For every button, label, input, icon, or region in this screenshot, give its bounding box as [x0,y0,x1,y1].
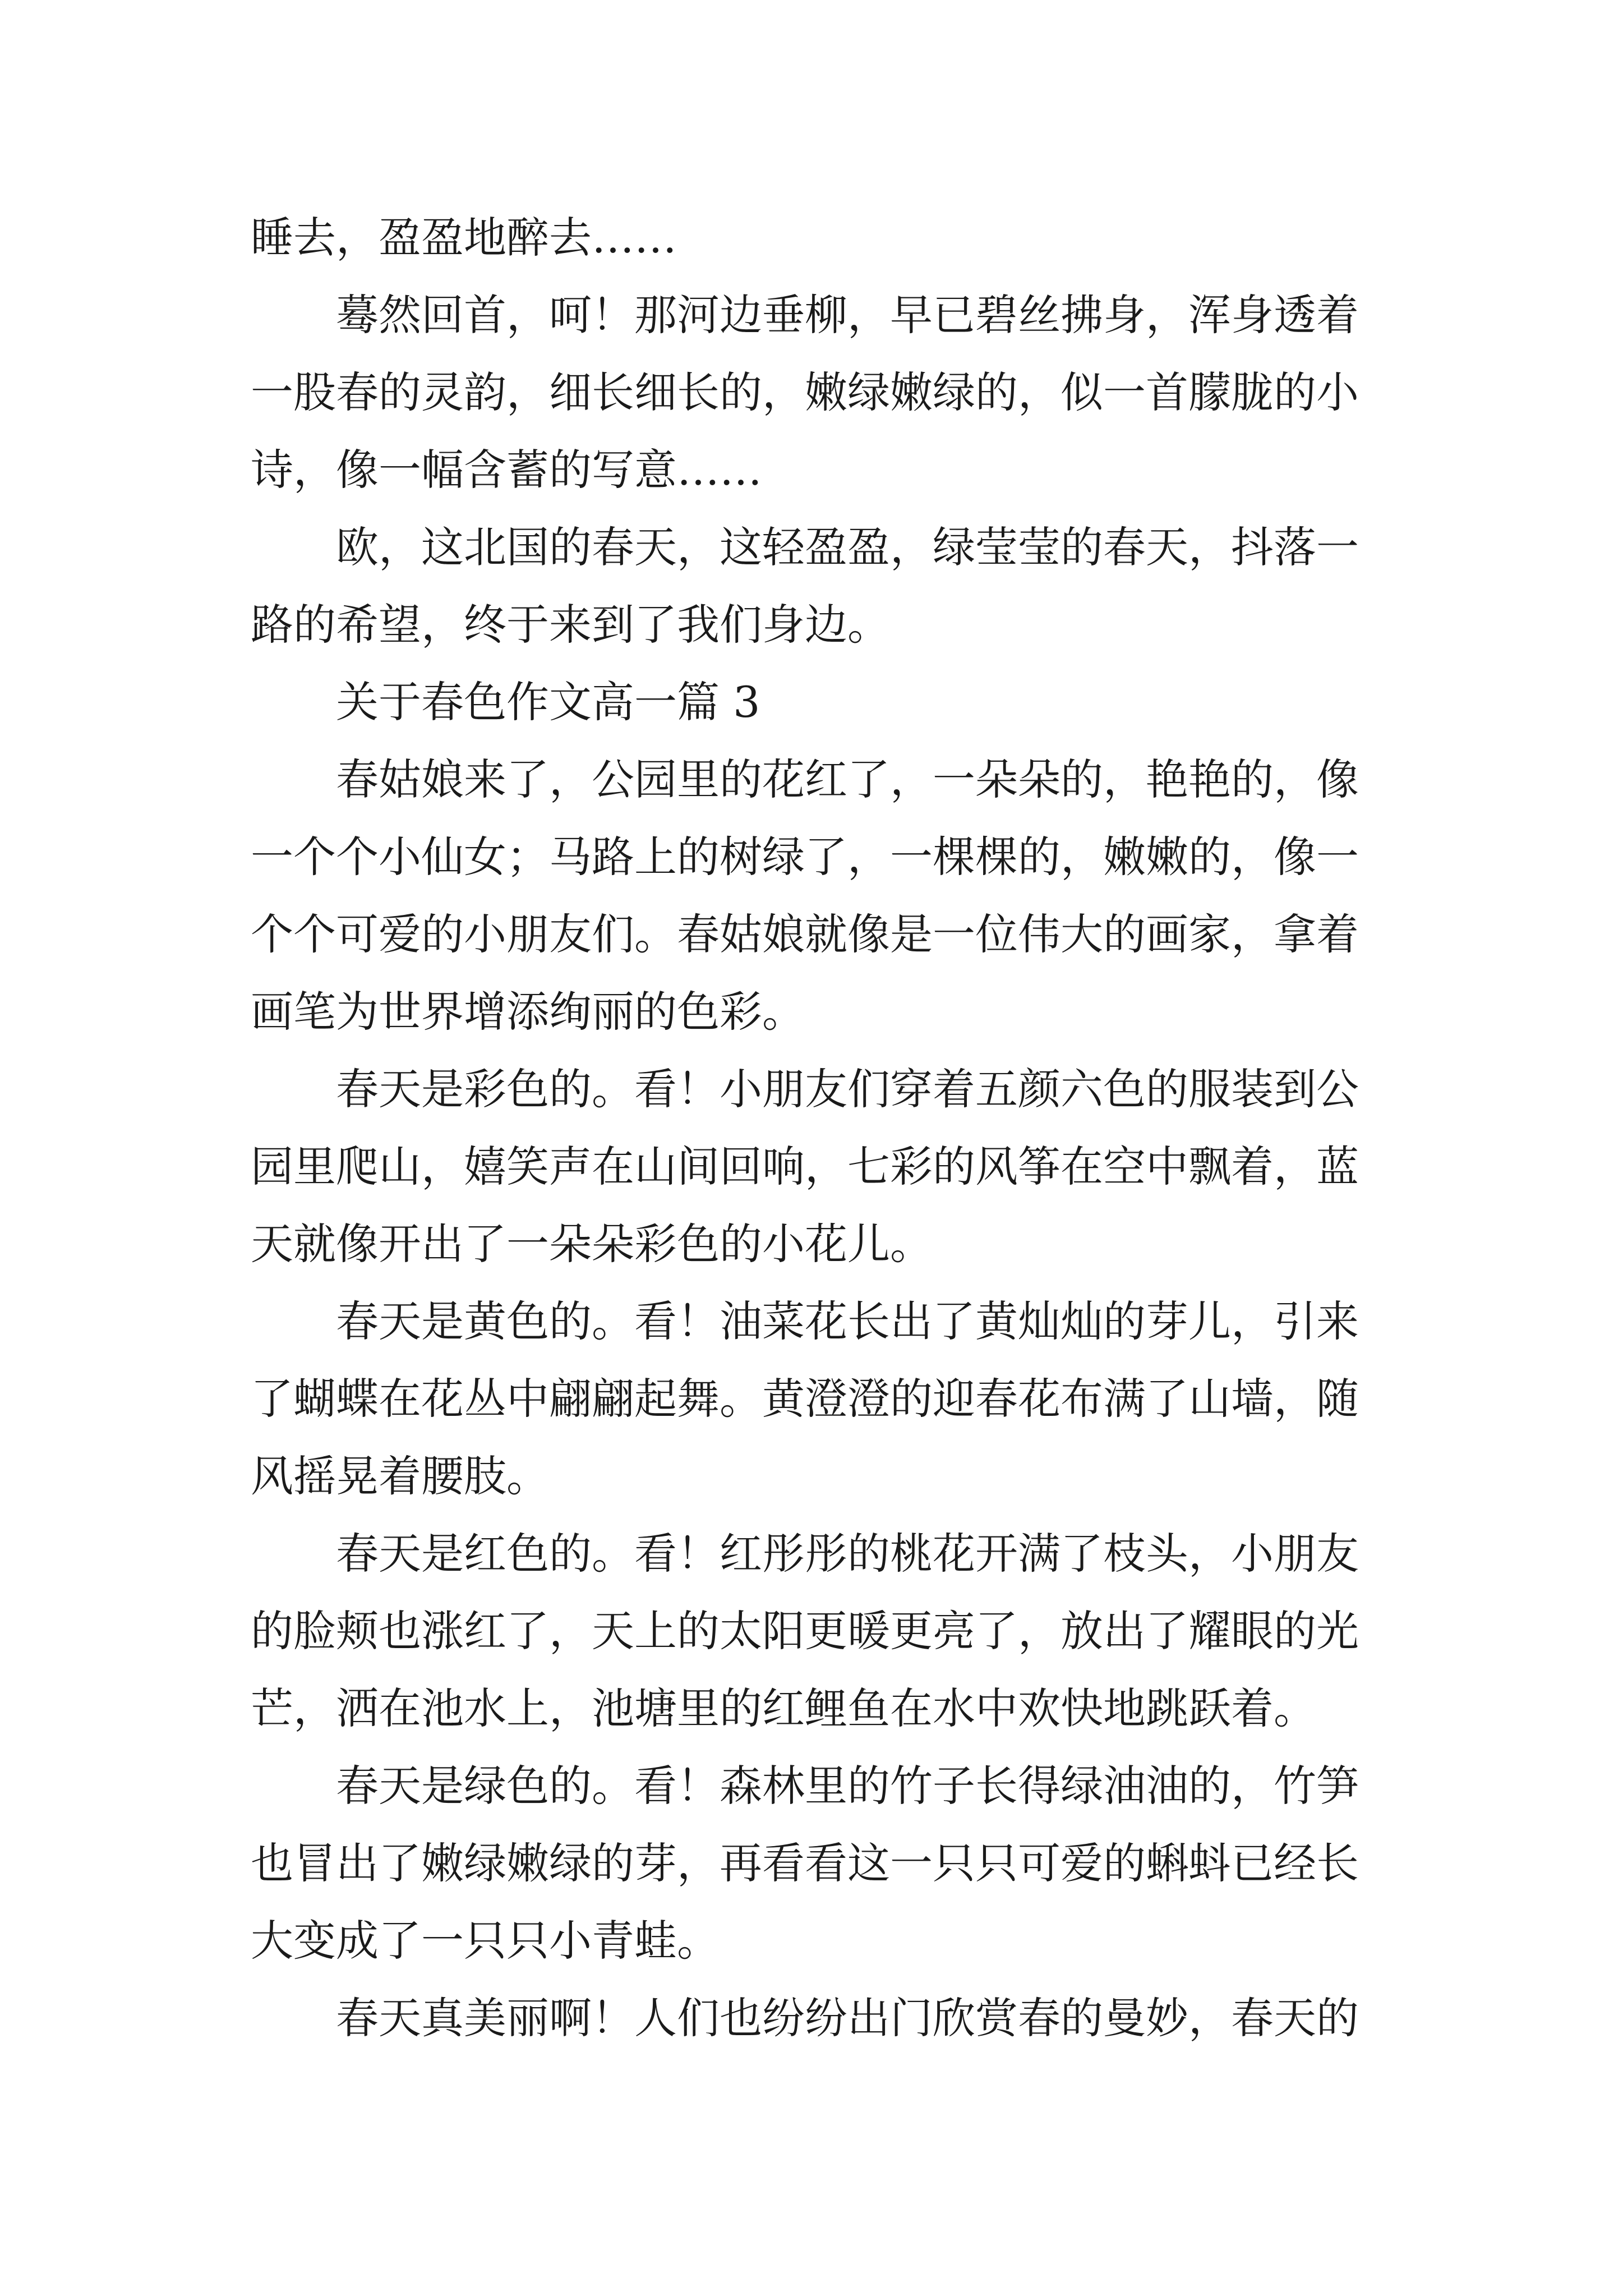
text-line: 关于春色作文高一篇 3 [336,677,760,727]
text-line: 天就像开出了一朵朵彩色的小花儿。 [251,1219,933,1269]
text-line: 也冒出了嫩绿嫩绿的芽，再看看这一只只可爱的蝌蚪已经长 [251,1838,1359,1888]
document-body [251,199,1384,2057]
text-line: 风摇晃着腰肢。 [251,1451,549,1501]
text-line: 一个个小仙女；马路上的树绿了，一棵棵的，嫩嫩的，像一 [251,832,1359,882]
text-line: 一股春的灵韵，细长细长的，嫩绿嫩绿的，似一首朦胧的小 [251,367,1359,417]
text-line: 春天是彩色的。看！小朋友们穿着五颜六色的服装到公 [336,1064,1359,1114]
text-line: 春天真美丽啊！人们也纷纷出门欣赏春的曼妙，春天的 [336,1993,1359,2043]
text-line: 睡去，盈盈地醉去…… [251,213,677,263]
text-line: 春天是绿色的。看！森林里的竹子长得绿油油的，竹笋 [336,1761,1359,1811]
text-line: 蓦然回首，呵！那河边垂柳，早已碧丝拂身，浑身透着 [336,290,1359,340]
text-line: 个个可爱的小朋友们。春姑娘就像是一位伟大的画家，拿着 [251,909,1359,959]
text-line: 春天是黄色的。看！油菜花长出了黄灿灿的芽儿，引来 [336,1296,1359,1346]
text-line: 了蝴蝶在花丛中翩翩起舞。黄澄澄的迎春花布满了山墙，随 [251,1374,1359,1424]
text-line: 路的希望，终于来到了我们身边。 [251,600,890,650]
text-line: 欧，这北国的春天，这轻盈盈，绿莹莹的春天，抖落一 [336,522,1359,572]
text-line: 春天是红色的。看！红彤彤的桃花开满了枝头，小朋友 [336,1529,1359,1579]
text-line: 园里爬山，嬉笑声在山间回响，七彩的风筝在空中飘着，蓝 [251,1142,1359,1191]
text-line: 大变成了一只只小青蛙。 [251,1916,720,1966]
text-line: 芒，洒在池水上，池塘里的红鲤鱼在水中欢快地跳跃着。 [251,1683,1316,1733]
text-line: 诗，像一幅含蓄的写意…… [251,445,762,495]
text-line: 画笔为世界增添绚丽的色彩。 [251,987,805,1037]
text-line: 的脸颊也涨红了，天上的太阳更暖更亮了，放出了耀眼的光 [251,1606,1359,1656]
text-line: 春姑娘来了，公园里的花红了，一朵朵的，艳艳的，像 [336,754,1359,804]
